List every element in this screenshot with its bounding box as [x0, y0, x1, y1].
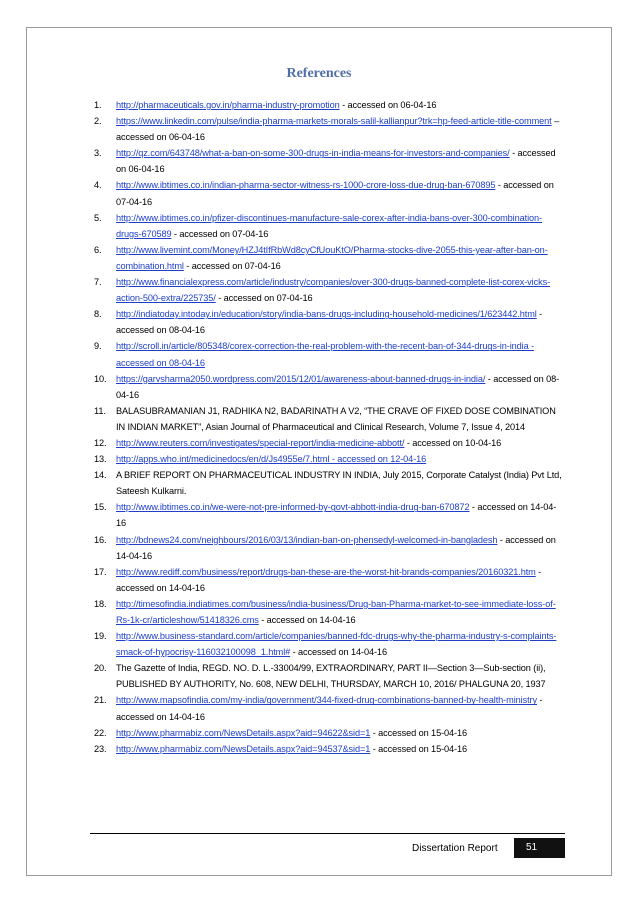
reference-text: - accessed on 08-04-16 — [116, 309, 543, 336]
reference-number: 3. — [94, 148, 102, 159]
reference-item — [94, 97, 564, 113]
reference-link[interactable]: http://bdnews24.com/neighbours/2016/03/13/indian-ban-on-phensedyl-welcomed-in-bangladesh — [116, 534, 498, 545]
reference-number: 12. — [94, 437, 107, 448]
reference-text: - accessed on 14-04-16 — [258, 615, 356, 625]
reference-text: - accessed on 07-04-16 — [183, 260, 281, 271]
reference-number: 1. — [94, 100, 102, 110]
reference-text: - accessed on 14-04-16 — [116, 566, 542, 593]
reference-link[interactable]: https://garvsharma2050.wordpress.com/2015/12/01/awareness-about-banned-drugs-in-india/ — [116, 373, 486, 384]
reference-link[interactable]: http://www.rediff.com/business/report/drugs-ban-these-are-the-worst-hit-brands-companies/20160321.htm — [116, 566, 536, 577]
reference-number: 6. — [94, 244, 102, 255]
reference-number: 5. — [94, 212, 102, 223]
reference-link[interactable]: http://www.business-standard.com/article/companies/banned-fdc-drugs-why-the-pharma-industry-s-complaints-smack-of-hypocrisy-116032100098_1.html# — [116, 631, 557, 658]
reference-item — [94, 145, 564, 177]
reference-link[interactable]: http://www.mapsofindia.com/my-india/government/344-fixed-drug-combinations-banned-by-health-ministry — [116, 695, 537, 706]
reference-text: - accessed on 07-04-16 — [215, 293, 313, 304]
reference-item — [94, 435, 564, 451]
reference-number: 16. — [94, 534, 107, 545]
reference-text: - accessed on 14-04-16 — [116, 534, 556, 561]
reference-number: 9. — [94, 341, 102, 352]
reference-item — [94, 596, 564, 628]
reference-item — [94, 177, 564, 209]
reference-number: 2. — [94, 116, 102, 127]
reference-item — [94, 467, 564, 499]
reference-item — [94, 564, 564, 596]
reference-item — [94, 741, 564, 757]
reference-number: 17. — [94, 566, 107, 577]
reference-link[interactable]: https://www.linkedin.com/pulse/india-pharma-markets-morals-salil-kallianpur?trk=hp-feed-article-title-comment — [116, 116, 552, 127]
page-title: References — [286, 66, 352, 81]
reference-link[interactable]: http://www.livemint.com/Money/HZJ4tIfRbWd8cyCfUouKtO/Pharma-stocks-dive-2055-this-year-after-ban-on-combination.html — [116, 244, 548, 271]
references-list — [94, 97, 564, 757]
reference-item — [94, 692, 564, 724]
reference-text: - accessed on 15-04-16 — [370, 727, 468, 738]
reference-number: 19. — [94, 631, 107, 642]
reference-text: - accessed on 14-04-16 — [116, 502, 557, 529]
reference-text: - accessed on 15-04-16 — [370, 743, 468, 754]
reference-link[interactable]: http://www.ibtimes.co.in/we-were-not-pre-informed-by-govt-abbott-india-drug-ban-670872 — [116, 502, 470, 513]
reference-number: 15. — [94, 502, 107, 513]
reference-number: 10. — [94, 373, 107, 384]
reference-link[interactable]: http://indiatoday.intoday.in/education/story/india-bans-drugs-including-household-medicines/1/623442.html — [116, 309, 537, 320]
reference-text: - accessed on 14-04-16 — [290, 647, 387, 658]
reference-number: 4. — [94, 180, 102, 191]
reference-number: 20. — [94, 663, 107, 674]
reference-item — [94, 274, 564, 306]
reference-number: 8. — [94, 309, 102, 320]
reference-item — [94, 242, 564, 274]
reference-link[interactable]: http://www.financialexpress.com/article/industry/companies/over-300-drugs-banned-complete-list-corex-vicks-action-500-extra/225735/ — [116, 277, 551, 304]
reference-item — [94, 499, 564, 531]
reference-link[interactable]: http://scroll.in/article/805348/corex-correction-the-real-problem-with-the-recent-ban-of-344-drugs-in-india - accessed on 08-04-16 — [116, 341, 535, 368]
reference-link[interactable]: http://apps.who.int/medicinedocs/en/d/Js4955e/7.html - accessed on 12-04-16 — [116, 454, 427, 465]
reference-item — [94, 660, 564, 692]
reference-text: The Gazette of India, REGD. NO. D. L.-33004/99, EXTRAORDINARY, PART II—Section 3—Sub-section (ii), PUBLISHED BY AUTHORITY, No. 608, NEW DELHI, THURSDAY, MARCH 10, 2016/ PHALGUNA 20, 1937 — [116, 663, 546, 690]
reference-text: BALASUBRAMANIAN J1, RADHIKA N2, BADARINATH A V2, “THE CRAVE OF FIXED DOSE COMBINATION IN INDIAN MARKET”, Asian Journal of Pharmaceutical and Clinical Research, Volume 7, Issue 4, 2014 — [116, 405, 556, 432]
reference-link[interactable]: http://qz.com/643748/what-a-ban-on-some-300-drugs-in-india-means-for-investors-and-companies/ — [116, 148, 510, 159]
reference-item — [94, 725, 564, 741]
reference-item — [94, 210, 564, 242]
reference-text: A BRIEF REPORT ON PHARMACEUTICAL INDUSTRY IN INDIA, July 2015, Corporate Catalyst (India) Pvt Ltd, Sateesh Kulkarni. — [116, 470, 562, 497]
reference-link[interactable]: http://www.ibtimes.co.in/indian-pharma-sector-witness-rs-1000-crore-loss-due-drug-ban-670895 — [116, 180, 496, 191]
reference-number: 23. — [94, 743, 107, 754]
reference-text: - accessed on 14-04-16 — [116, 695, 543, 722]
reference-number: 14. — [94, 470, 107, 481]
reference-item — [94, 628, 564, 660]
reference-link[interactable]: http://www.pharmabiz.com/NewsDetails.aspx?aid=94622&sid=1 — [116, 727, 371, 738]
footer-label: Dissertation Report — [412, 843, 498, 854]
reference-number: 7. — [94, 277, 102, 288]
reference-item — [94, 306, 564, 338]
page-number-badge: 51 — [514, 838, 565, 858]
reference-item — [94, 532, 564, 564]
reference-link[interactable]: http://timesofindia.indiatimes.com/business/india-business/Drug-ban-Pharma-market-to-see-immediate-loss-of-Rs-1k-cr/articleshow/51418326.cms — [116, 598, 556, 625]
reference-link[interactable]: http://www.ibtimes.co.in/pfizer-discontinues-manufacture-sale-corex-after-india-bans-over-300-combination-drugs-670589 — [116, 212, 542, 239]
reference-text: –accessed on 06-04-16 — [116, 116, 560, 143]
reference-number: 22. — [94, 727, 107, 738]
reference-link[interactable]: http://www.pharmabiz.com/NewsDetails.aspx?aid=94537&sid=1 — [116, 743, 371, 754]
reference-link[interactable]: http://www.reuters.com/investigates/special-report/india-medicine-abbott/ — [116, 437, 405, 448]
reference-text: - accessed on 07-04-16 — [116, 180, 554, 207]
reference-text: - accessed on 10-04-16 — [404, 437, 502, 448]
reference-item — [94, 338, 564, 370]
reference-text: - accessed on 06-04-16 — [339, 100, 437, 110]
reference-text: - accessed on 08-04-16 — [116, 373, 560, 400]
footer-rule — [90, 833, 565, 834]
reference-item — [94, 451, 564, 467]
reference-number: 13. — [94, 454, 107, 465]
reference-item — [94, 371, 564, 403]
reference-number: 21. — [94, 695, 107, 706]
reference-item — [94, 113, 564, 145]
reference-text: - accessed on 07-04-16 — [171, 228, 269, 239]
reference-text: - accessed on 06-04-16 — [116, 148, 556, 175]
reference-item — [94, 403, 564, 435]
reference-number: 18. — [94, 598, 107, 609]
reference-link[interactable]: http://pharmaceuticals.gov.in/pharma-industry-promotion — [116, 100, 340, 110]
reference-number: 11. — [94, 405, 106, 416]
